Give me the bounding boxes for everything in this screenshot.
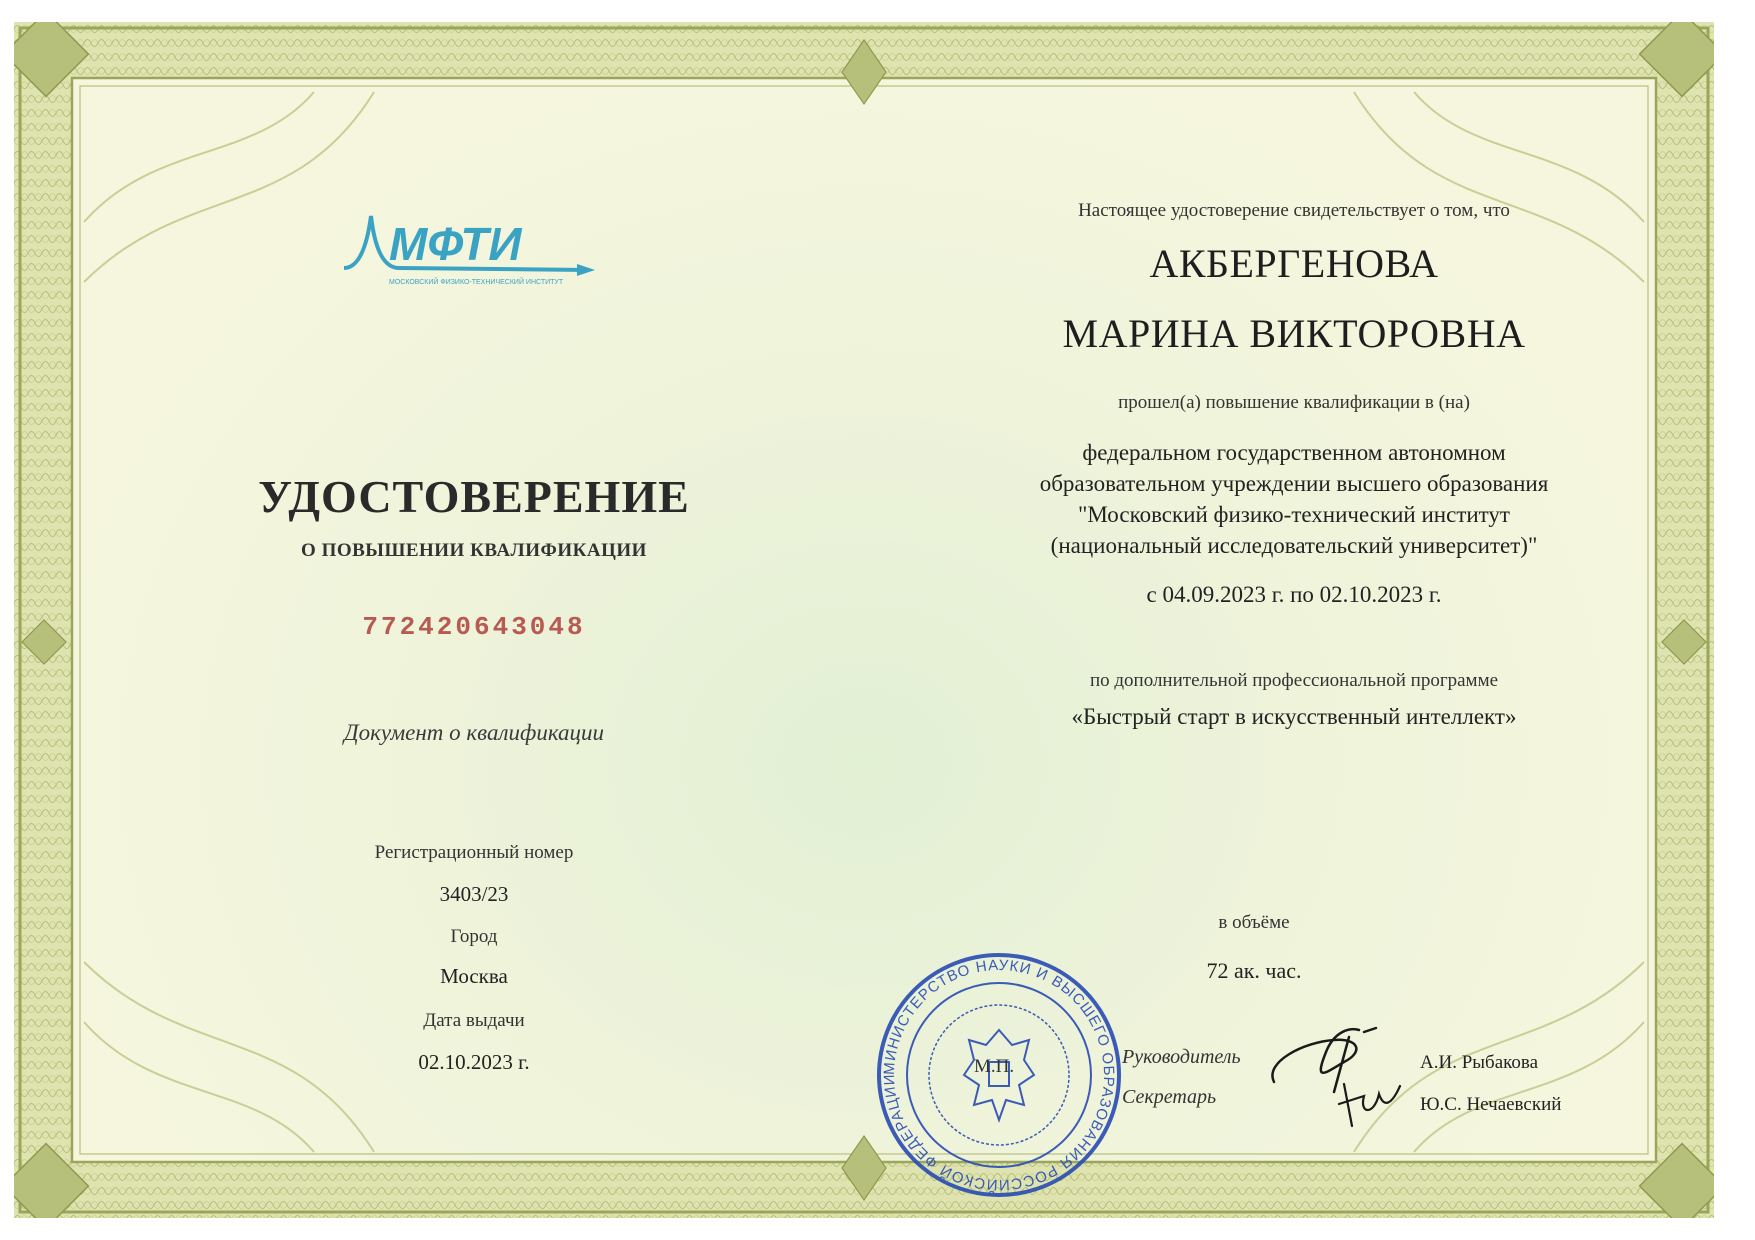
svg-text:МИНИСТЕРСТВО НАУКИ И ВЫСШЕГО О: МИНИСТЕРСТВО НАУКИ И ВЫСШЕГО ОБРАЗОВАНИЯ РОССИЙСКОЙ ФЕДЕРАЦИИ (880, 956, 1118, 1194)
document-subtitle: О ПОВЫШЕНИИ КВАЛИФИКАЦИИ (301, 540, 647, 561)
training-period: с 04.09.2023 г. по 02.10.2023 г. (1146, 582, 1442, 607)
serial-number: 772420643048 (362, 612, 586, 642)
volume-value: 72 ак. час. (1206, 958, 1302, 983)
document-title: УДОСТОВЕРЕНИЕ (258, 471, 690, 522)
volume-label: в объёме (1218, 912, 1290, 933)
document-type: Документ о квалификации (343, 720, 605, 745)
issue-date-label: Дата выдачи (423, 1010, 525, 1031)
secretary-signature-icon (1334, 1074, 1404, 1132)
svg-text:МОСКОВСКИЙ ФИЗИКО-ТЕХНИЧЕСКИЙ: МОСКОВСКИЙ ФИЗИКО-ТЕХНИЧЕСКИЙ ИНСТИТУТ (389, 279, 564, 286)
organization-name (934, 437, 1654, 561)
holder-given-names: МАРИНА ВИКТОРОВНА (1062, 311, 1526, 356)
mipt-logo (339, 208, 599, 298)
secretary-name: Ю.С. Нечаевский (1420, 1094, 1562, 1115)
intro-text: Настоящее удостоверение свидетельствует о том, что (1078, 200, 1510, 221)
head-role-label: Руководитель (1122, 1046, 1241, 1068)
organization-line: (национальный исследовательский университет)" (1050, 533, 1538, 558)
svg-text:МФТИ: МФТИ (389, 218, 522, 270)
program-label: по дополнительной профессиональной программе (1089, 670, 1499, 691)
organization-line: образовательном учреждении высшего образования (1039, 471, 1549, 496)
organization-line: федеральном государственном автономном (1082, 440, 1506, 465)
issue-date-value: 02.10.2023 г. (418, 1050, 530, 1074)
registration-number: 3403/23 (439, 882, 509, 906)
secretary-role-label: Секретарь (1122, 1086, 1217, 1108)
city-value: Москва (440, 964, 508, 988)
head-name: А.И. Рыбакова (1420, 1052, 1539, 1073)
certificate (14, 22, 1714, 1218)
city-label: Город (450, 926, 498, 947)
registration-label: Регистрационный номер (374, 842, 574, 863)
program-name: «Быстрый старт в искусственный интеллект» (1071, 704, 1517, 729)
stamp-place-label: М.П. (974, 1056, 1015, 1077)
passed-text: прошел(а) повышение квалификации в (на) (1118, 392, 1470, 413)
organization-line: "Московский физико-технический институт (1078, 502, 1510, 527)
holder-surname: АКБЕРГЕНОВА (1149, 241, 1439, 286)
